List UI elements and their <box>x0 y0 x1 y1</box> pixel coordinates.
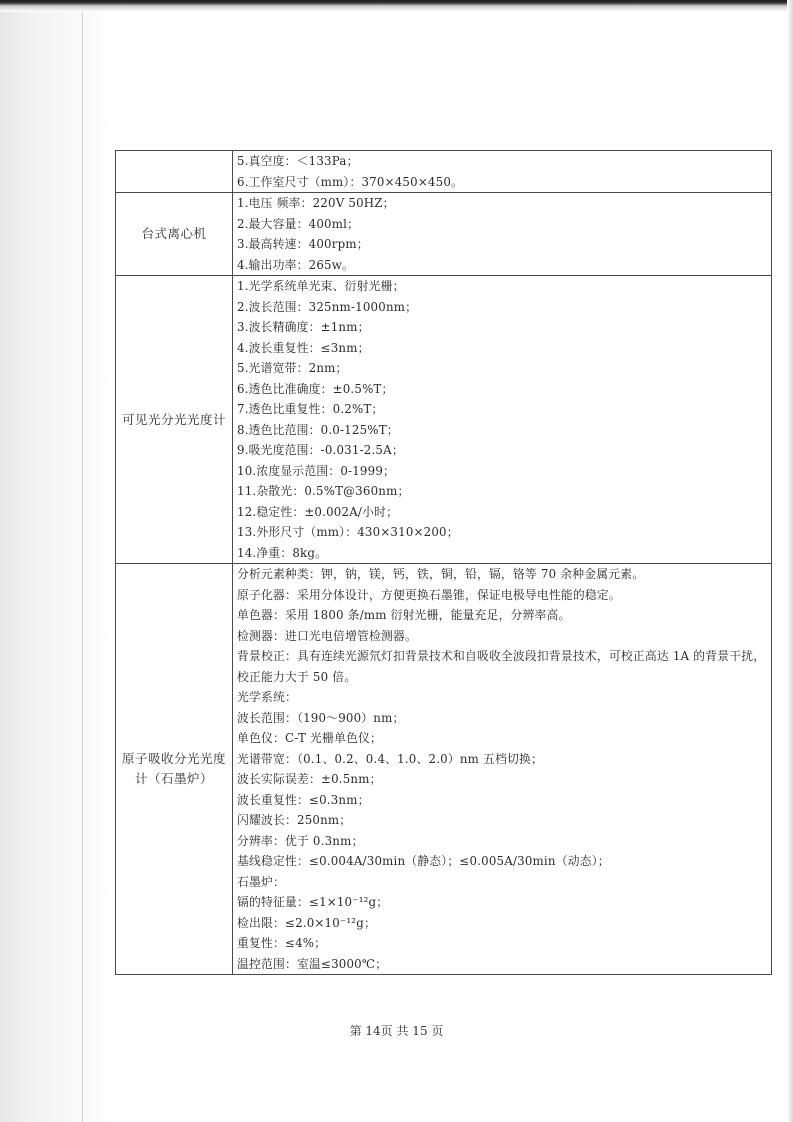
equipment-name-cell <box>116 151 233 193</box>
table-row <box>116 193 772 276</box>
spec-line: 2.最大容量：400ml； <box>237 216 360 231</box>
spec-cell <box>233 564 772 975</box>
spec-line: 4.波长重复性：≤3nm； <box>237 340 370 355</box>
spec-line: 光学系统： <box>237 690 297 704</box>
spec-line: 7.透色比重复性：0.2%T； <box>237 402 384 416</box>
spec-line: 5.真空度：＜133Pa； <box>237 154 359 168</box>
spec-line: 单色器：采用 1800 条/mm 衍射光栅，能量充足，分辨率高。 <box>237 608 571 622</box>
scan-shadow-right <box>787 0 793 1122</box>
table-row <box>116 276 772 564</box>
table-row <box>116 151 772 193</box>
spec-line: 4.输出功率：265w。 <box>237 257 355 272</box>
spec-cell <box>233 276 772 564</box>
spec-line: 原子化器：采用分体设计，方便更换石墨锥，保证电极导电性能的稳定。 <box>237 587 621 602</box>
spec-line: 2.波长范围：325nm-1000nm； <box>237 299 418 314</box>
spec-line: 检出限：≤2.0×10⁻¹²g； <box>237 915 376 930</box>
spec-line: 波长重复性：≤0.3nm； <box>237 792 370 807</box>
spec-line: 闪耀波长：250nm； <box>237 813 352 827</box>
spec-cell <box>233 151 772 193</box>
spec-line: 3.波长精确度：±1nm； <box>237 320 370 334</box>
spec-line: 6.工作室尺寸（mm）：370×450×450。 <box>237 174 464 189</box>
spec-line: 3.最高转速：400rpm； <box>237 237 369 251</box>
spec-line: 5.光谱宽带：2nm； <box>237 361 348 375</box>
spec-line: 14.净重：8kg。 <box>237 545 328 560</box>
table-row <box>116 564 772 975</box>
spec-line: 13.外形尺寸（mm）：430×310×200； <box>237 525 459 539</box>
spec-line: 石墨炉： <box>237 874 285 889</box>
spec-cell <box>233 193 772 276</box>
spec-line: 重复性：≤4%； <box>237 936 327 950</box>
spec-line: 镉的特征量：≤1×10⁻¹²g； <box>237 895 389 909</box>
spec-line: 波长实际误差：±0.5nm； <box>237 772 382 786</box>
scan-shadow-top <box>0 0 793 12</box>
binding-edge-line <box>82 0 83 1122</box>
equipment-name-cell: 台式离心机 <box>116 193 233 276</box>
page-number: 第 14页 共 15 页 <box>349 1024 444 1038</box>
equipment-name-cell: 可见光分光光度计 <box>116 276 233 564</box>
spec-line: 检测器：进口光电倍增管检测器。 <box>237 628 417 643</box>
spec-line: 1.光学系统单光束、衍射光栅； <box>237 279 405 293</box>
equipment-name-cell: 原子吸收分光光度计（石墨炉） <box>116 564 233 975</box>
spec-line: 分析元素种类：钾，钠，镁，钙，铁，铜，铅，镉，铬等 70 余种金属元素。 <box>237 567 645 581</box>
spec-line: 11.杂散光：0.5%T@360nm； <box>237 484 410 498</box>
spec-line: 9.吸光度范围：-0.031-2.5A； <box>237 443 404 457</box>
spec-line: 温控范围：室温≤3000℃； <box>237 956 388 971</box>
spec-line: 6.透色比准确度：±0.5%T； <box>237 381 394 396</box>
spec-line: 10.浓度显示范围：0-1999； <box>237 463 396 478</box>
scan-shadow-left <box>0 0 110 1122</box>
spec-line: 光谱带宽：（0.1、0.2、0.4、1.0、2.0）nm 五档切换； <box>237 751 543 766</box>
spec-line: 8.透色比范围：0.0-125%T； <box>237 422 399 437</box>
equipment-spec-table <box>115 150 772 975</box>
spec-line: 背景校正：具有连续光源氘灯扣背景技术和自吸收全波段扣背景技术，可校正高达 1A 的背景干扰，校正能力大于 50 倍。 <box>237 649 766 684</box>
spec-line: 12.稳定性：±0.002A/小时； <box>237 504 399 519</box>
spec-line: 波长范围：（190～900）nm； <box>237 710 405 725</box>
spec-line: 分辨率：优于 0.3nm； <box>237 833 364 848</box>
spec-line: 1.电压 频率：220V 50HZ； <box>237 196 395 210</box>
spec-line: 基线稳定性：≤0.004A/30min（静态）；≤0.005A/30min（动态）； <box>237 854 610 868</box>
spec-line: 单色仪：C-T 光栅单色仪； <box>237 731 382 745</box>
